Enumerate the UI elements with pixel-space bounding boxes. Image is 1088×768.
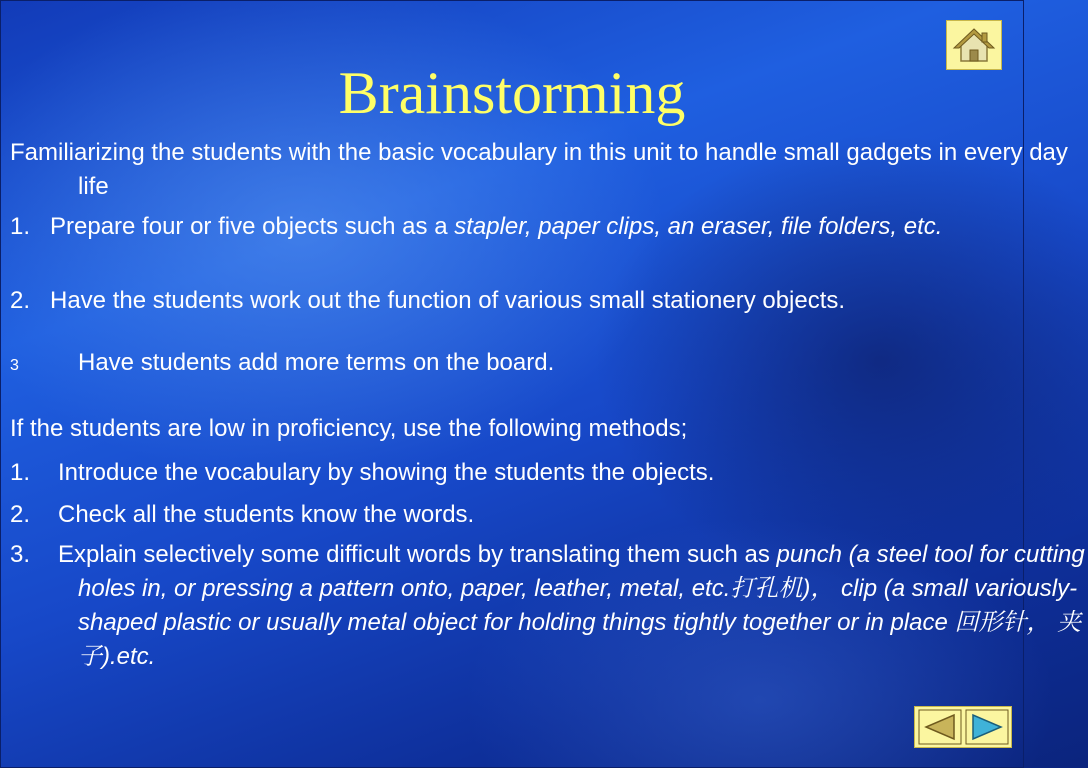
item-number: 2.	[10, 287, 31, 314]
method-text: Explain selectively some difficult words by translating them such as	[58, 541, 777, 568]
intro-paragraph	[10, 136, 1088, 204]
item-number: 3	[10, 357, 19, 374]
list-item	[10, 284, 1088, 318]
slide-navigation	[914, 706, 1012, 748]
item-text: Prepare four or five objects such as a	[50, 213, 455, 240]
item-number: 1.	[10, 213, 31, 240]
method-number: 1.	[10, 459, 31, 486]
method-item	[10, 456, 1088, 490]
item-italic-text: stapler, paper clips, an eraser, file folders, etc.	[454, 213, 943, 240]
method-text: Introduce the vocabulary by showing the students the objects.	[58, 459, 715, 486]
intro-text: Familiarizing the students with the basic vocabulary in this unit to handle small gadgets in every day life	[10, 139, 1068, 200]
home-button[interactable]	[946, 20, 1002, 70]
method-text: Check all the students know the words.	[58, 501, 475, 528]
home-icon	[947, 21, 1001, 69]
method-number: 3.	[10, 541, 31, 568]
item-text: Have students add more terms on the board.	[78, 349, 555, 376]
method-item	[10, 538, 1088, 674]
method-number: 2.	[10, 501, 31, 528]
slide-title: Brainstorming	[338, 60, 686, 126]
list-item	[10, 346, 1088, 383]
previous-slide-button[interactable]	[918, 709, 962, 745]
item-text: Have the students work out the function of various small stationery objects.	[50, 287, 846, 314]
left-arrow-icon	[918, 709, 962, 745]
low-proficiency-paragraph	[10, 412, 1020, 446]
low-proficiency-text: If the students are low in proficiency, use the following methods;	[10, 415, 688, 442]
method-item	[10, 498, 1088, 532]
right-arrow-icon	[965, 709, 1009, 745]
list-item	[10, 210, 1088, 244]
next-slide-button[interactable]	[965, 709, 1009, 745]
method-italic-text: punch (a steel tool for cutting holes in, or pressing a pattern onto, paper, leather, metal, etc.打孔机)， clip (a small variously-shaped plastic or usually metal object for holding things tightly together or in place 回形针， 夹子).etc.	[78, 541, 1085, 670]
